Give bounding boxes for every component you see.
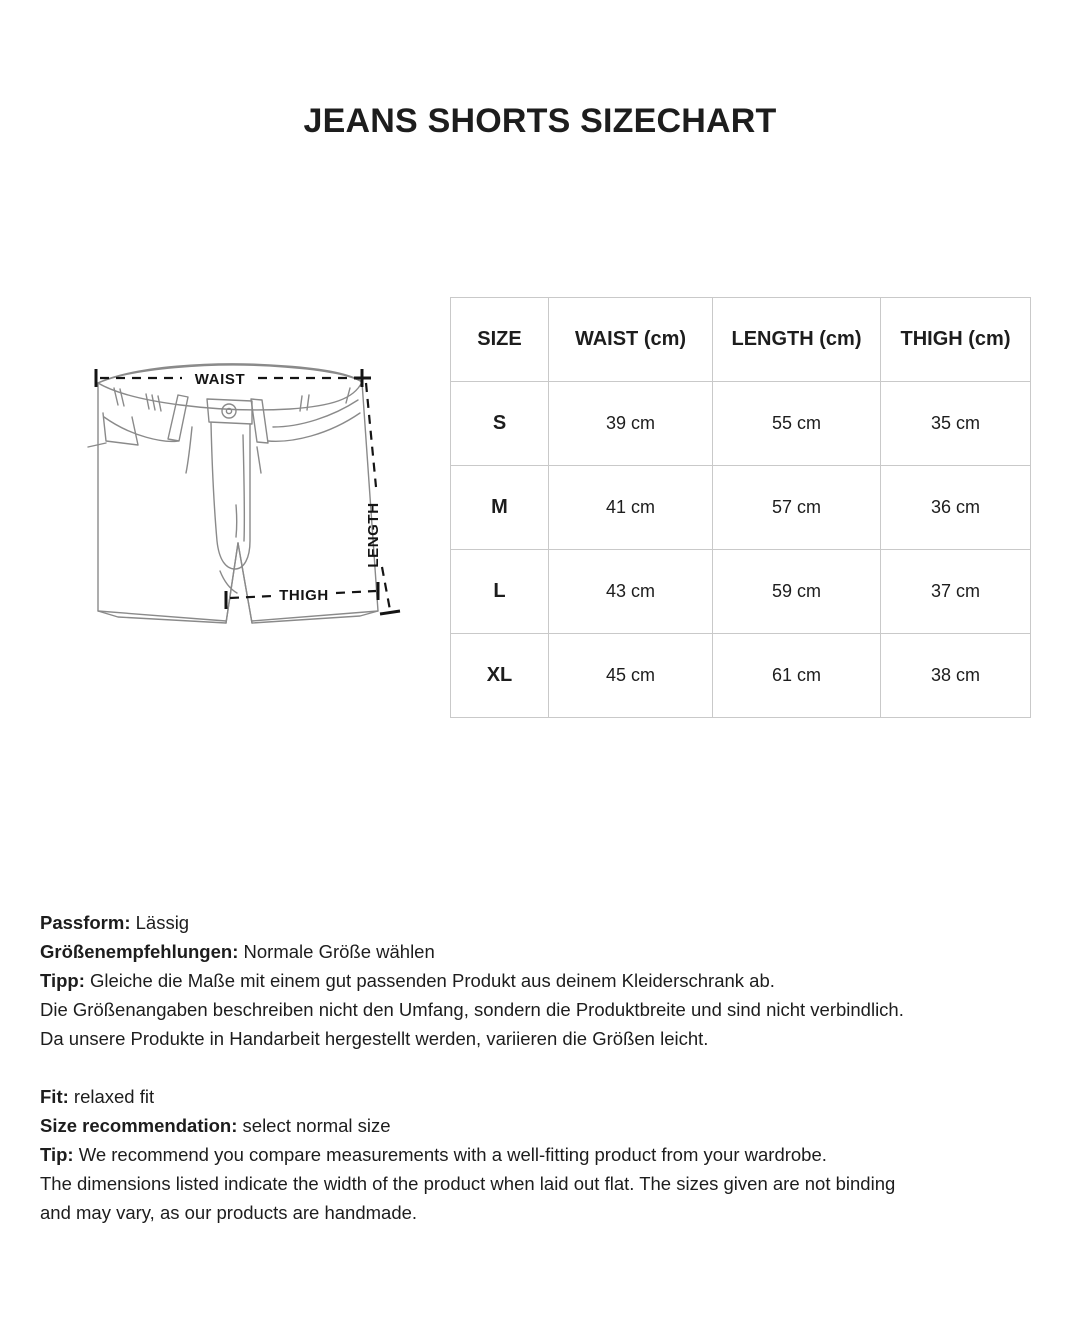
cell-length: 59 cm — [713, 550, 881, 634]
cell-length: 57 cm — [713, 466, 881, 550]
note-en-tip-label: Tip: — [40, 1144, 74, 1165]
table-row — [451, 466, 1031, 550]
note-de-size-recommendation — [40, 937, 1050, 966]
cell-size: L — [451, 550, 549, 634]
note-de-tip — [40, 966, 1050, 995]
column-header-waist: WAIST (cm) — [549, 298, 713, 382]
table-row — [451, 382, 1031, 466]
note-en-line-5: and may vary, as our products are handmade. — [40, 1202, 418, 1223]
note-en-size-rec-label: Size recommendation: — [40, 1115, 238, 1136]
note-en-fit-value: relaxed fit — [68, 1086, 155, 1107]
cell-length: 61 cm — [713, 634, 881, 718]
size-chart-table-container — [450, 297, 1030, 718]
cell-thigh: 38 cm — [881, 634, 1031, 718]
note-de-fit-label: Passform: — [40, 912, 131, 933]
note-de-fit — [40, 908, 1050, 937]
length-label: LENGTH — [365, 502, 382, 568]
note-de-size-rec-value: Normale Größe wählen — [238, 941, 435, 962]
column-header-size: SIZE — [451, 298, 549, 382]
note-en-tip — [40, 1140, 1050, 1169]
cell-thigh: 35 cm — [881, 382, 1031, 466]
column-header-length: LENGTH (cm) — [713, 298, 881, 382]
cell-waist: 39 cm — [549, 382, 713, 466]
note-en-tip-value: We recommend you compare measurements with a well-fitting product from your wardrobe. — [73, 1144, 827, 1165]
note-de-fit-value: Lässig — [130, 912, 190, 933]
column-header-thigh: THIGH (cm) — [881, 298, 1031, 382]
table-header-row — [451, 298, 1031, 382]
note-en-size-recommendation — [40, 1111, 1050, 1140]
cell-waist: 43 cm — [549, 550, 713, 634]
cell-length: 55 cm — [713, 382, 881, 466]
note-en-fit-label: Fit: — [40, 1086, 69, 1107]
size-chart-table — [450, 297, 1031, 718]
thigh-label: THIGH — [279, 587, 329, 604]
cell-thigh: 36 cm — [881, 466, 1031, 550]
notes-german — [40, 908, 1050, 1053]
jeans-shorts-illustration — [60, 355, 420, 745]
note-de-tip-value: Gleiche die Maße mit einem gut passenden Produkt aus deinem Kleiderschrank ab. — [84, 970, 775, 991]
cell-size: S — [451, 382, 549, 466]
cell-size: M — [451, 466, 549, 550]
cell-thigh: 37 cm — [881, 550, 1031, 634]
note-en-fit — [40, 1082, 1050, 1111]
cell-waist: 45 cm — [549, 634, 713, 718]
table-row — [451, 550, 1031, 634]
notes-section — [40, 908, 1050, 1227]
note-de-size-rec-label: Größenempfehlungen: — [40, 941, 239, 962]
page-title: JEANS SHORTS SIZECHART — [303, 102, 777, 140]
table-row — [451, 634, 1031, 718]
cell-waist: 41 cm — [549, 466, 713, 550]
note-de-line-4: Die Größenangaben beschreiben nicht den Umfang, sondern die Produktbreite und sind nicht verbindlich. — [40, 999, 904, 1020]
notes-english — [40, 1082, 1050, 1227]
note-de-line-5: Da unsere Produkte in Handarbeit hergestellt werden, variieren die Größen leicht. — [40, 1028, 709, 1049]
waist-label: WAIST — [194, 371, 246, 388]
note-en-size-rec-value: select normal size — [237, 1115, 391, 1136]
note-de-tip-label: Tipp: — [40, 970, 85, 991]
note-en-line-4: The dimensions listed indicate the width of the product when laid out flat. The sizes given are not binding — [40, 1173, 896, 1194]
cell-size: XL — [451, 634, 549, 718]
